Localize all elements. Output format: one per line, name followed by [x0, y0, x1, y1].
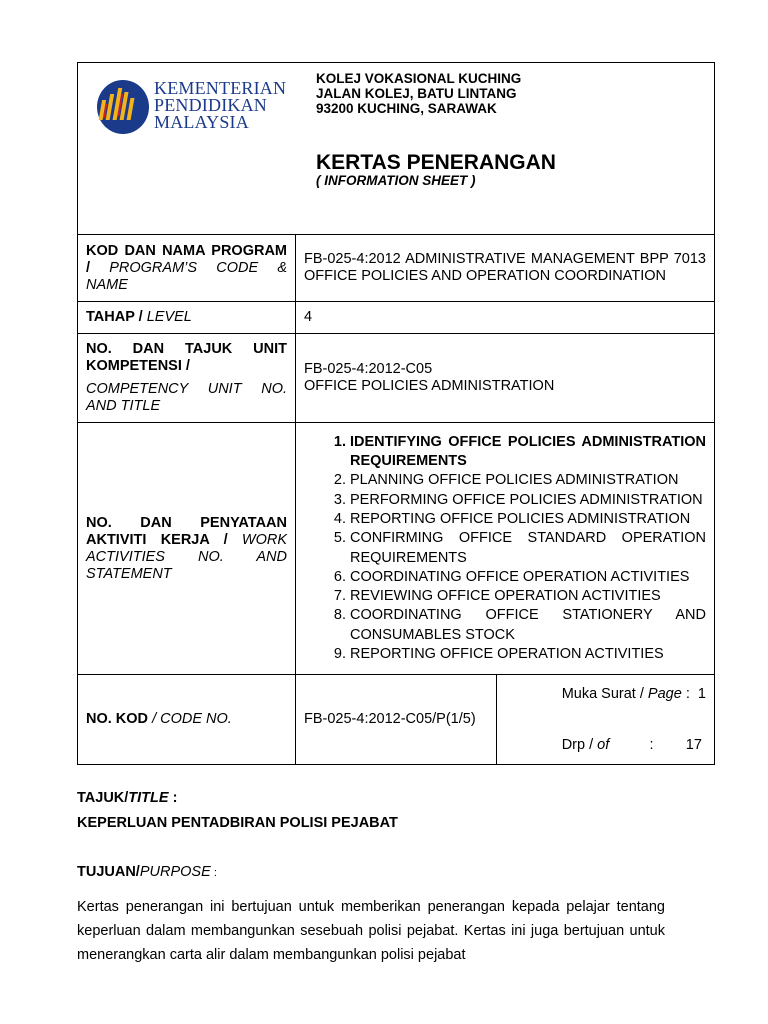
- activity-item: 8. COORDINATING OFFICE STATIONERY AND CONSUMABLES STOCK: [350, 606, 706, 645]
- unit-label-en: COMPETENCY UNIT NO. AND TITLE: [86, 381, 287, 414]
- activity-item: 7. REVIEWING OFFICE OPERATION ACTIVITIES: [350, 587, 706, 606]
- program-row: [78, 235, 715, 302]
- level-row: [78, 302, 715, 334]
- document-subtitle: ( INFORMATION SHEET ): [316, 173, 476, 188]
- program-value-cell: [296, 235, 715, 302]
- of-label: Drp /: [561, 736, 598, 753]
- title-heading: [77, 790, 177, 806]
- activity-item: 5. CONFIRMING OFFICE STANDARD OPERATION REQUIREMENTS: [350, 529, 706, 568]
- unit-label: NO. DAN TAJUK UNIT KOMPETENSI /: [86, 341, 287, 374]
- purpose-label: TUJUAN/: [77, 864, 140, 880]
- activity-item: 2. PLANNING OFFICE POLICIES ADMINISTRATION: [350, 471, 706, 490]
- level-label-en: LEVEL: [146, 309, 192, 325]
- page-number: 1: [697, 685, 706, 702]
- ministry-emblem-icon: [96, 78, 150, 136]
- address-line: KOLEJ VOKASIONAL KUCHING: [316, 71, 522, 86]
- activities-list-cell: [296, 423, 715, 675]
- activity-item: 9. REPORTING OFFICE OPERATION ACTIVITIES: [350, 645, 706, 664]
- logo-line: KEMENTERIAN: [154, 78, 287, 98]
- purpose-heading: [77, 864, 217, 880]
- school-address: [316, 71, 521, 116]
- unit-value-cell: [296, 334, 715, 423]
- page-label-en: Page: [647, 685, 682, 702]
- page-separator: :: [681, 685, 698, 702]
- address-line: JALAN KOLEJ, BATU LINTANG: [316, 86, 517, 101]
- level-label-cell: [78, 302, 296, 334]
- unit-label-cell: [78, 334, 296, 423]
- address-line: 93200 KUCHING, SARAWAK: [316, 101, 497, 116]
- activity-item: 4. REPORTING OFFICE POLICIES ADMINISTRATION: [350, 510, 706, 529]
- unit-title: OFFICE POLICIES ADMINISTRATION: [304, 378, 555, 394]
- code-label: NO. KOD: [86, 711, 153, 727]
- logo-wordmark: [154, 80, 286, 131]
- purpose-paragraph: Kertas penerangan ini bertujuan untuk memberikan penerangan kepada pelajar tentang keperluan dalam membangunkan sesebuah polisi pejabat. Kertas ini juga bertujuan untuk menerangkan carta alir dalam membangunkan polisi pejabat: [77, 899, 665, 963]
- program-label-cell: [78, 235, 296, 302]
- title-label-en: TITLE: [128, 790, 169, 806]
- total-pages: 17: [685, 736, 702, 753]
- activities-label: NO. DAN PENYATAAN AKTIVITI KERJA /: [86, 514, 287, 548]
- program-value: FB-025-4:2012 ADMINISTRATIVE MANAGEMENT BPP 7013 OFFICE POLICIES AND OPERATION COORDINATION: [304, 251, 706, 284]
- title-value: KEPERLUAN PENTADBIRAN POLISI PEJABAT: [77, 815, 398, 831]
- page-number-block: [497, 675, 714, 764]
- logo-line: PENDIDIKAN: [154, 95, 267, 115]
- activity-item: 1. IDENTIFYING OFFICE POLICIES ADMINISTRATION REQUIREMENTS: [350, 433, 706, 472]
- activities-row: [78, 423, 715, 675]
- document-title: KERTAS PENERANGAN: [316, 151, 556, 174]
- document-header: [77, 62, 715, 235]
- program-label-en: PROGRAM’S CODE & NAME: [86, 259, 288, 293]
- activity-item: 3. PERFORMING OFFICE POLICIES ADMINISTRATION: [350, 491, 706, 510]
- info-table: [77, 234, 715, 765]
- code-label-cell: [78, 675, 296, 765]
- program-label: KOD DAN NAMA PROGRAM /: [86, 242, 287, 276]
- title-label-colon: :: [168, 790, 178, 806]
- ministry-logo: [96, 78, 296, 138]
- code-value-cell: [296, 675, 715, 765]
- of-label-en: of: [597, 736, 610, 753]
- title-label: TAJUK/: [77, 790, 129, 806]
- activities-label-cell: [78, 423, 296, 675]
- page-label: Muka Surat /: [561, 685, 648, 702]
- code-value: FB-025-4:2012-C05/P(1/5): [296, 675, 497, 764]
- purpose-label-colon: :: [210, 867, 217, 879]
- code-row: [78, 675, 715, 765]
- unit-code: FB-025-4:2012-C05: [304, 361, 433, 377]
- of-separator: :: [609, 736, 686, 753]
- activities-label-en: WORK ACTIVITIES NO. AND STATEMENT: [86, 531, 287, 582]
- code-label-en: / CODE NO.: [152, 711, 232, 727]
- activities-list: [304, 433, 706, 665]
- level-value: 4: [296, 302, 715, 334]
- level-label: TAHAP /: [86, 309, 147, 325]
- purpose-label-en: PURPOSE: [139, 864, 211, 880]
- unit-row: [78, 334, 715, 423]
- activity-item: 6. COORDINATING OFFICE OPERATION ACTIVITIES: [350, 568, 706, 587]
- logo-line: MALAYSIA: [154, 112, 249, 132]
